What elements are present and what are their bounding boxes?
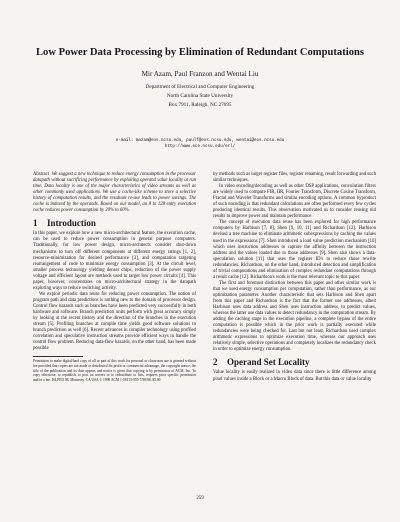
left-column: [33, 172, 196, 382]
body-paragraph: The first and foremost distinction between this paper and other similar work is that we used energy consumption per computation, rather than performance, as our optimization parameter. Another characteristic that sets Harbison and Shen apart from this paper and Richardson is the fact that the former use addresses, albeit Harbison uses data address and Shen uses instruction address, to predict values, whereas the latter use data values to detect redundancy in the computation stream. By adding the caching stage in the execution pipeline, a complete bypass of the entire computation is possible which in the prior work is partially executed while redundancies were being checked for. Last but not least, Richardson used complex arithmetic expressions to optimize execution time, whereas our approach uses relatively simple, selective operations and completely localizes the redundancy check in order to optimize energy consumption.: [213, 280, 376, 353]
footnote-divider: [33, 356, 83, 357]
section-title: Introduction: [47, 218, 96, 229]
university-line: North Carolina State University: [166, 93, 234, 99]
section-title: Operand Set Locality: [227, 357, 310, 368]
paper-title: Low Power Data Processing by Elimination of Redundant Computations: [35, 47, 365, 58]
abstract-text: We suggest a new technique to reduce energy consumption in the processor datapath without sacrificing performance by exploiting operand value locality at run time. Data locality is one of the major characteristics of video streams as well as other commonly used applications. We use a cache-like scheme to store a selective history of computation results, and the resultant re-use leads to power savings. The cache is indexed by the operands. Based on our model, an 8 to 128 entry execution cache reduces power consumption by 20% to 60%.: [33, 172, 196, 214]
right-column: [213, 172, 376, 383]
section-number: 1: [33, 218, 38, 229]
email-line: e-mail: mazam@eos.ncsu.edu, paulf@eos.ncsu.edu, wentai@eos.ncsu.edu: [115, 139, 285, 143]
body-paragraph: In this paper, we explore how a new micro-architectural feature, the execution cache, can be used to reduce power consumption in general purpose computers. Traditionally, for low power design, micro-architects consider shut-down mechanisms to turn off different components at different energy ratings [1, 2], resource-minimization for desired performance [3], and computation targeting rearrangement of code to minimize energy consumption [3]. At the circuit level, smaller process technology yielding denser chips, reduction of the power supply voltage and efficient layout are methods used to target low power circuits [4]. This paper, however, concentrates on micro-architectural strategy in the datapath exploring ways to reduce switching activity.: [33, 231, 196, 291]
body-paragraph: Value locality is easily realized in video data since there is little difference among pixel values inside a Block or a Macro Block of data. But this data or value locality: [213, 370, 376, 382]
contact-block: [20, 138, 380, 150]
section-heading-introduction: [33, 218, 196, 229]
abstract-paragraph: [33, 172, 196, 214]
body-paragraph: In video encoding/decoding as well as other DSP applications, convolution filters are widely used to compute FIR, IIR, Fourier Transform, Discrete Cosine Transform, Fractal and Wavelet Transforms and similar encoding options. A common byproduct of such encoding is that redundant calculations are often performed every few cycles producing identical results. This observation motivated us to consider reusing old results to improve power and maintain performance.: [213, 184, 376, 220]
page-number: 259: [196, 496, 204, 501]
body-paragraph: We exploit periodic data reuse for reducing power consumption. The notion of program path and data predictions is nothing new to the domain of processor design. Control flow hazards such as branches have been predicted very successfully in both hardware and software. Branch prediction units perform with great accuracy simply by looking at the recent history and the direction of the branches in the execution stream [5]. Profiling branches at compile time yields good software solutions to branch prediction as well [6]. Recent advances in compiler technology using profiled correlation and speculative instruction streams provide efficient ways to handle the control flow problem. Reducing data-flow hazards, on the other hand, has been made possible: [33, 291, 196, 352]
author-list: Mir Azam, Paul Franzon and Wentai Liu: [141, 70, 259, 78]
abstract-label: Abstract: [33, 172, 50, 177]
section-number: 2: [213, 357, 218, 368]
body-paragraph: by methods such as larger register files, register renaming, result forwarding and such similar techniques.: [213, 172, 376, 184]
address-line: Box 7911, Raleigh, NC 27695: [168, 102, 232, 108]
website-link[interactable]: http://www.ece.ncsu.edu/erl/: [164, 145, 236, 149]
section-heading-operand-set-locality: [213, 357, 376, 368]
body-paragraph: The concept of execution data reuse has been explored for high performance computers by Harbison [7, 8], Sben [9, 10, 11] and Richardson [12]. Harbison devised a tree machine to eliminate arithmetic subexpressions by caching the values used in the expressions [7]. Shen introduced a load value prediction mechanism [10] which uses instruction addresses to capture the affinity between the instruction address and the values loaded due to those addresses [9]. Shen also shows a data-speculation solution [11] that uses the register ID's to reduce those rewrite redundancies. Richardson, on the other hand, introduced detection and simplification of trivial computations and elimination of complex redundant computations through a result cache [12]. Richardson's work is the most relevant topic to this paper.: [213, 220, 376, 280]
department-line: Department of Electrical and Computer Engineering: [145, 84, 255, 90]
copyright-footnote: Permission to make digital/hard copy of all or part of this work for personal or classroom use is granted without fee provided that copies are not made or distributed for profit or commercial advantage, the copyright notice, the title of the publication and its date appear, and notice is given that copying is by permission of ACM, Inc. To copy otherwise, to republish, to post on servers or to redistribute to lists, requires prior specific permission and/or a fee. ISLPED 98, Monterey, CA USA © 1998 ACM 1-58113-059-7/98/08..$5.00: [33, 359, 196, 382]
